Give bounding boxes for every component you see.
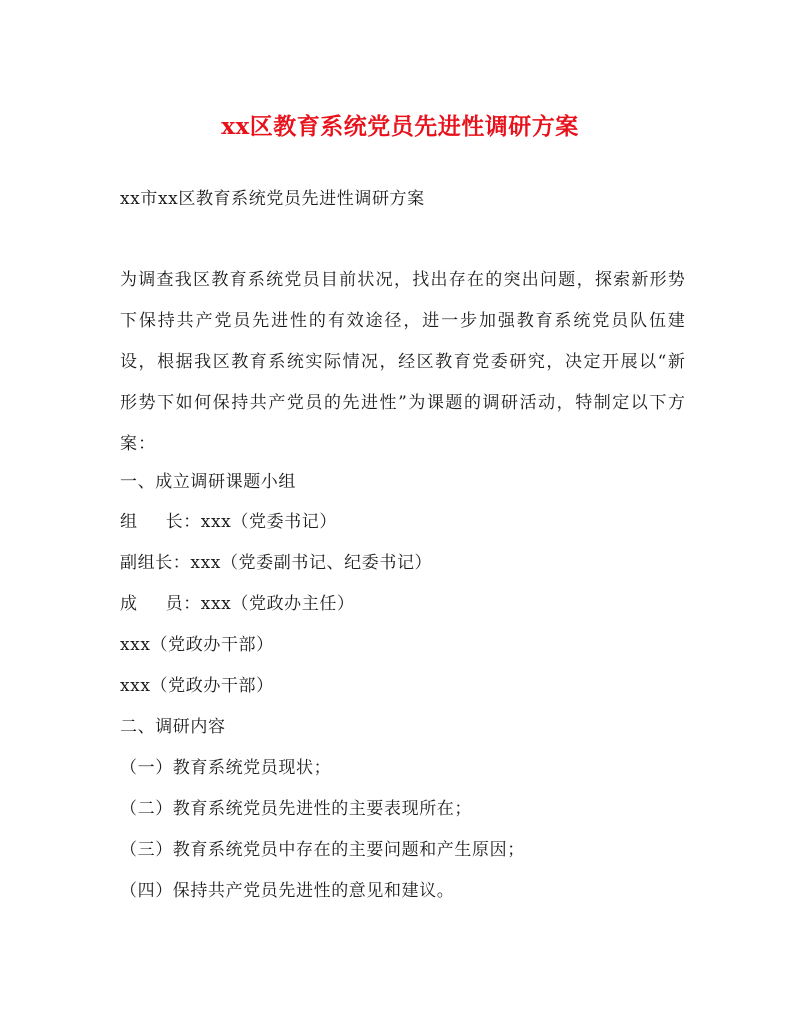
leader-label-b: 长：xxx（党委书记） <box>165 512 337 532</box>
content-item-1: （一）教育系统党员现状； <box>120 758 332 778</box>
leader-label-a: 组 <box>120 512 138 532</box>
member2-line: xxx（党政办干部） <box>120 635 274 655</box>
deputy-line: 副组长：xxx（党委副书记、纪委书记） <box>120 553 433 573</box>
document-subtitle: xx市xx区教育系统党员先进性调研方案 <box>120 189 425 209</box>
member-line <box>120 591 355 617</box>
intro-paragraph: 为调查我区教育系统党员目前状况，找出存在的突出问题，探索新形势下保持共产党员先进性的有效途径，进一步加强教育系统党员队伍建设，根据我区教育系统实际情况，经区教育党委研究，决定开展以“新形势下如何保持共产党员的先进性”为课题的调研活动，特制定以下方案： <box>120 270 686 454</box>
document-title: xx区教育系统党员先进性调研方案 <box>221 113 579 140</box>
member-label-b: 员：xxx（党政办主任） <box>165 594 355 614</box>
content-item-2: （二）教育系统党员先进性的主要表现所在； <box>120 799 472 819</box>
content-item-4: （四）保持共产党员先进性的意见和建议。 <box>120 881 455 901</box>
member3-line: xxx（党政办干部） <box>120 676 274 696</box>
content-item-3: （三）教育系统党员中存在的主要问题和产生原因； <box>120 840 525 860</box>
member-label-a: 成 <box>120 594 138 614</box>
section2-heading: 二、调研内容 <box>120 717 226 737</box>
section1-heading: 一、成立调研课题小组 <box>120 472 296 492</box>
leader-line <box>120 509 337 535</box>
